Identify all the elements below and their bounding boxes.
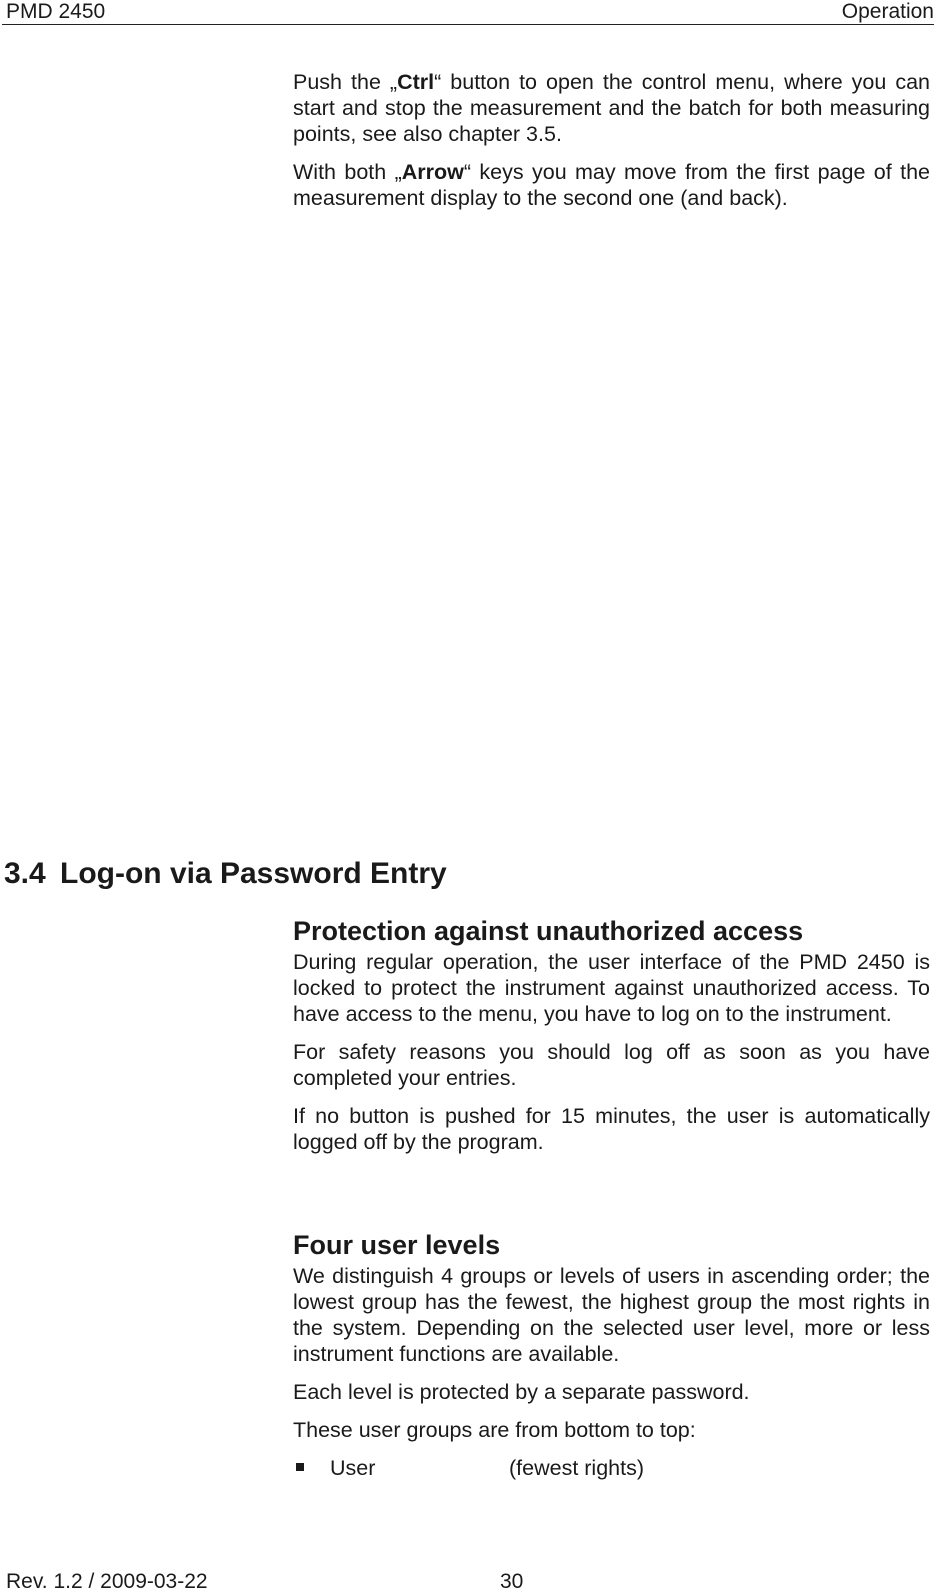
arrow-keyword: Arrow [401,160,464,184]
user-levels-para-1: We distinguish 4 groups or levels of users in ascending order; the lowest group has the fewest, the highest group the most rights in the system. Depending on the selected user level, more or less instrument functions are available. [293,1264,930,1366]
section-number: 3.4 [4,857,46,890]
user-levels-para-3: These user groups are from bottom to top: [293,1418,696,1442]
list-item [293,1455,930,1481]
section-title: Log-on via Password Entry [60,857,447,890]
protection-block [293,915,930,1155]
ctrl-paragraph [293,69,930,147]
ctrl-post: “ button to open the control menu, where you can start and stop the measurement and the batch for both measuring points, see also chapter 3.5. [293,70,931,146]
protection-para-3: If no button is pushed for 15 minutes, the user is automatically logged off by the program. [293,1104,930,1154]
square-bullet-icon [296,1463,304,1471]
arrow-post: “ keys you may move from the first page of the measurement display to the second one (and back). [293,160,930,210]
footer-page-number: 30 [500,1570,524,1593]
user-level-name: User [330,1456,376,1480]
protection-heading: Protection against unauthorized access [293,916,804,946]
header-document-title: PMD 2450 [6,0,106,23]
protection-para-1: During regular operation, the user interface of the PMD 2450 is locked to protect the instrument against unauthorized access. To have access to the menu, you have to log on to the instrument. [293,950,930,1026]
user-level-description: (fewest rights) [509,1456,645,1480]
intro-text-block [293,69,930,211]
user-levels-block [293,1229,930,1481]
section-heading [4,856,447,892]
header-rule [2,24,934,25]
arrow-paragraph [293,159,930,211]
user-levels-para-2: Each level is protected by a separate password. [293,1380,750,1404]
ctrl-pre: Push the „ [293,70,398,94]
ctrl-keyword: Ctrl [397,70,435,94]
arrow-pre: With both „ [293,160,402,184]
header-chapter-name: Operation [841,0,934,23]
protection-para-2: For safety reasons you should log off as soon as you have completed your entries. [293,1040,930,1090]
footer-revision: Rev. 1.2 / 2009-03-22 [6,1570,208,1593]
user-levels-heading: Four user levels [293,1230,501,1260]
